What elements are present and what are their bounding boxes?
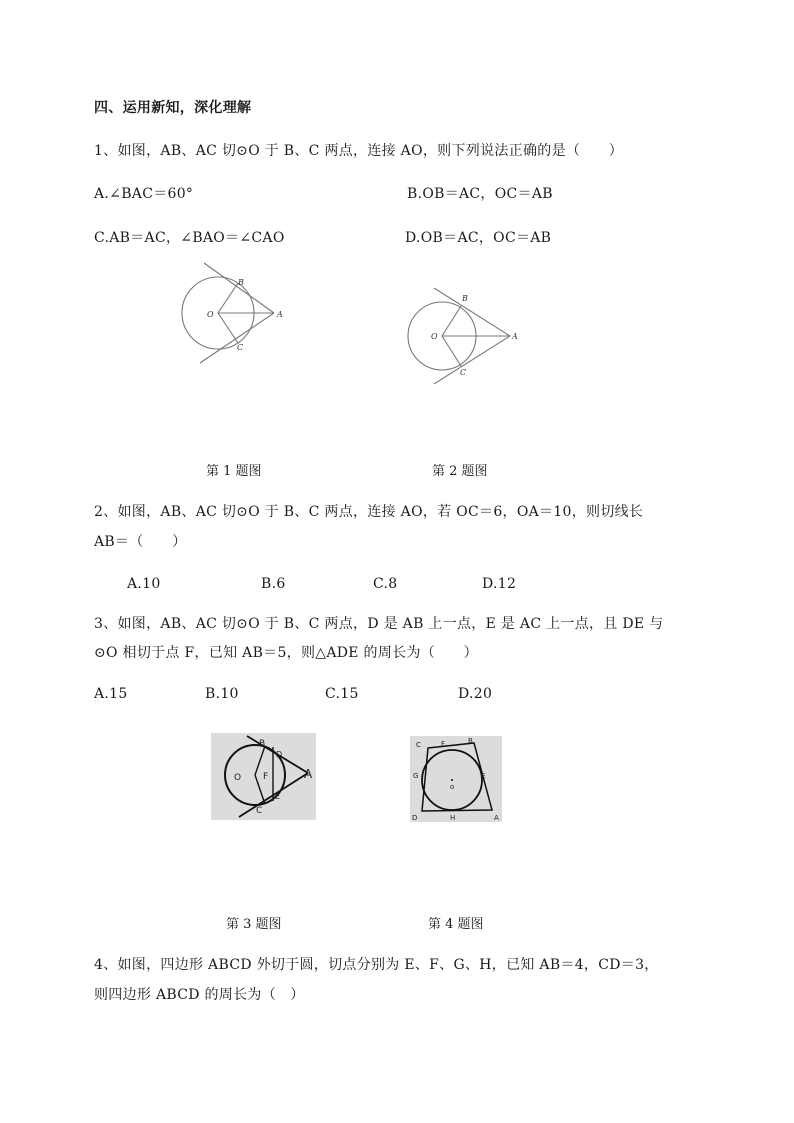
- q4-stem-line-2: 则四边形 ABCD 的周长为（ ）: [94, 987, 305, 1003]
- fig2-label-o: O: [431, 332, 438, 341]
- q2-option-d: D.12: [482, 576, 517, 592]
- fig1-tangent-ac: [200, 313, 274, 363]
- q1-option-c: C.AB＝AC，∠BAO＝∠CAO: [94, 230, 285, 246]
- fig1-label-c: C: [237, 343, 244, 352]
- fig1-label-b: B: [238, 278, 244, 287]
- fig4-label-f: F: [441, 740, 446, 748]
- fig3-label-d: D: [276, 750, 283, 759]
- q2-stem-line-1: 2、如图，AB、AC 切⊙O 于 B、C 两点，连接 AO，若 OC＝6，OA＝10，则切线长: [94, 504, 644, 520]
- fig3-label-e: E: [275, 792, 281, 801]
- fig2-tangent-ac: [434, 336, 510, 384]
- fig2-label-a: A: [512, 332, 518, 341]
- fig3-radius-ob: [255, 746, 265, 775]
- fig4-center-dot: [451, 779, 453, 781]
- figure-1-tangent-diagram: [170, 258, 300, 368]
- fig4-label-b: B: [468, 737, 473, 745]
- fig4-label-c: C: [416, 741, 421, 749]
- fig2-radius-oc: [442, 336, 461, 366]
- q2-option-a: A.10: [127, 576, 161, 592]
- q1-stem: 1、如图，AB、AC 切⊙O 于 B、C 两点，连接 AO，则下列说法正确的是（ ）: [94, 143, 624, 159]
- fig1-radius-ob: [218, 283, 238, 313]
- q1-option-d: D.OB＝AC，OC＝AB: [405, 230, 552, 246]
- section-heading: 四、运用新知，深化理解: [94, 100, 252, 116]
- fig4-label-g: G: [413, 772, 419, 780]
- q2-option-c: C.8: [373, 576, 398, 592]
- fig2-label-b: B: [462, 294, 468, 303]
- fig4-label-e: E: [481, 772, 486, 780]
- q3-stem-line-2: ⊙O 相切于点 F，已知 AB＝5，则△ADE 的周长为（ ）: [94, 645, 478, 661]
- q3-option-a: A.15: [94, 686, 128, 702]
- figure-4-photo: [410, 736, 502, 822]
- q3-stem-line-1: 3、如图，AB、AC 切⊙O 于 B、C 两点，D 是 AB 上一点，E 是 AC 上一点，且 DE 与: [94, 616, 664, 632]
- fig4-label-d: D: [412, 814, 418, 822]
- fig4-label-h: H: [450, 814, 456, 822]
- q4-stem-line-1: 4、如图，四边形 ABCD 外切于圆，切点分别为 E、F、G、H，已知 AB＝4，CD＝3，: [94, 957, 659, 973]
- q2-option-b: B.6: [261, 576, 286, 592]
- fig3-label-o: O: [234, 773, 242, 783]
- q1-option-a: A.∠BAC＝60°: [94, 186, 194, 202]
- fig1-label-a: A: [277, 310, 283, 319]
- fig3-label-b: B: [259, 739, 266, 749]
- fig1-label-o: O: [207, 310, 214, 319]
- caption-figure-3: 第 3 题图: [226, 917, 282, 932]
- caption-figure-4: 第 4 题图: [428, 917, 484, 932]
- q1-option-b: B.OB＝AC，OC＝AB: [407, 186, 553, 202]
- figure-2-tangent-diagram: [400, 282, 530, 392]
- fig2-label-c: C: [460, 368, 467, 377]
- q3-option-d: D.20: [458, 686, 493, 702]
- q2-stem-line-2: AB＝（ ）: [94, 534, 187, 550]
- fig1-radius-oc: [218, 313, 238, 343]
- fig1-tangent-ab: [204, 263, 274, 313]
- caption-figure-2: 第 2 题图: [432, 464, 488, 479]
- fig3-label-a: A: [304, 767, 313, 781]
- q3-option-c: C.15: [325, 686, 359, 702]
- fig4-label-o: o: [450, 783, 455, 791]
- fig2-radius-ob: [442, 306, 461, 336]
- fig2-tangent-ab: [434, 288, 510, 336]
- caption-figure-1: 第 1 题图: [206, 464, 262, 479]
- fig3-label-c: C: [256, 806, 263, 816]
- figure-3-photo: [211, 733, 316, 820]
- fig4-label-a: A: [494, 814, 499, 822]
- fig3-label-f: F: [263, 772, 269, 782]
- q3-option-b: B.10: [205, 686, 239, 702]
